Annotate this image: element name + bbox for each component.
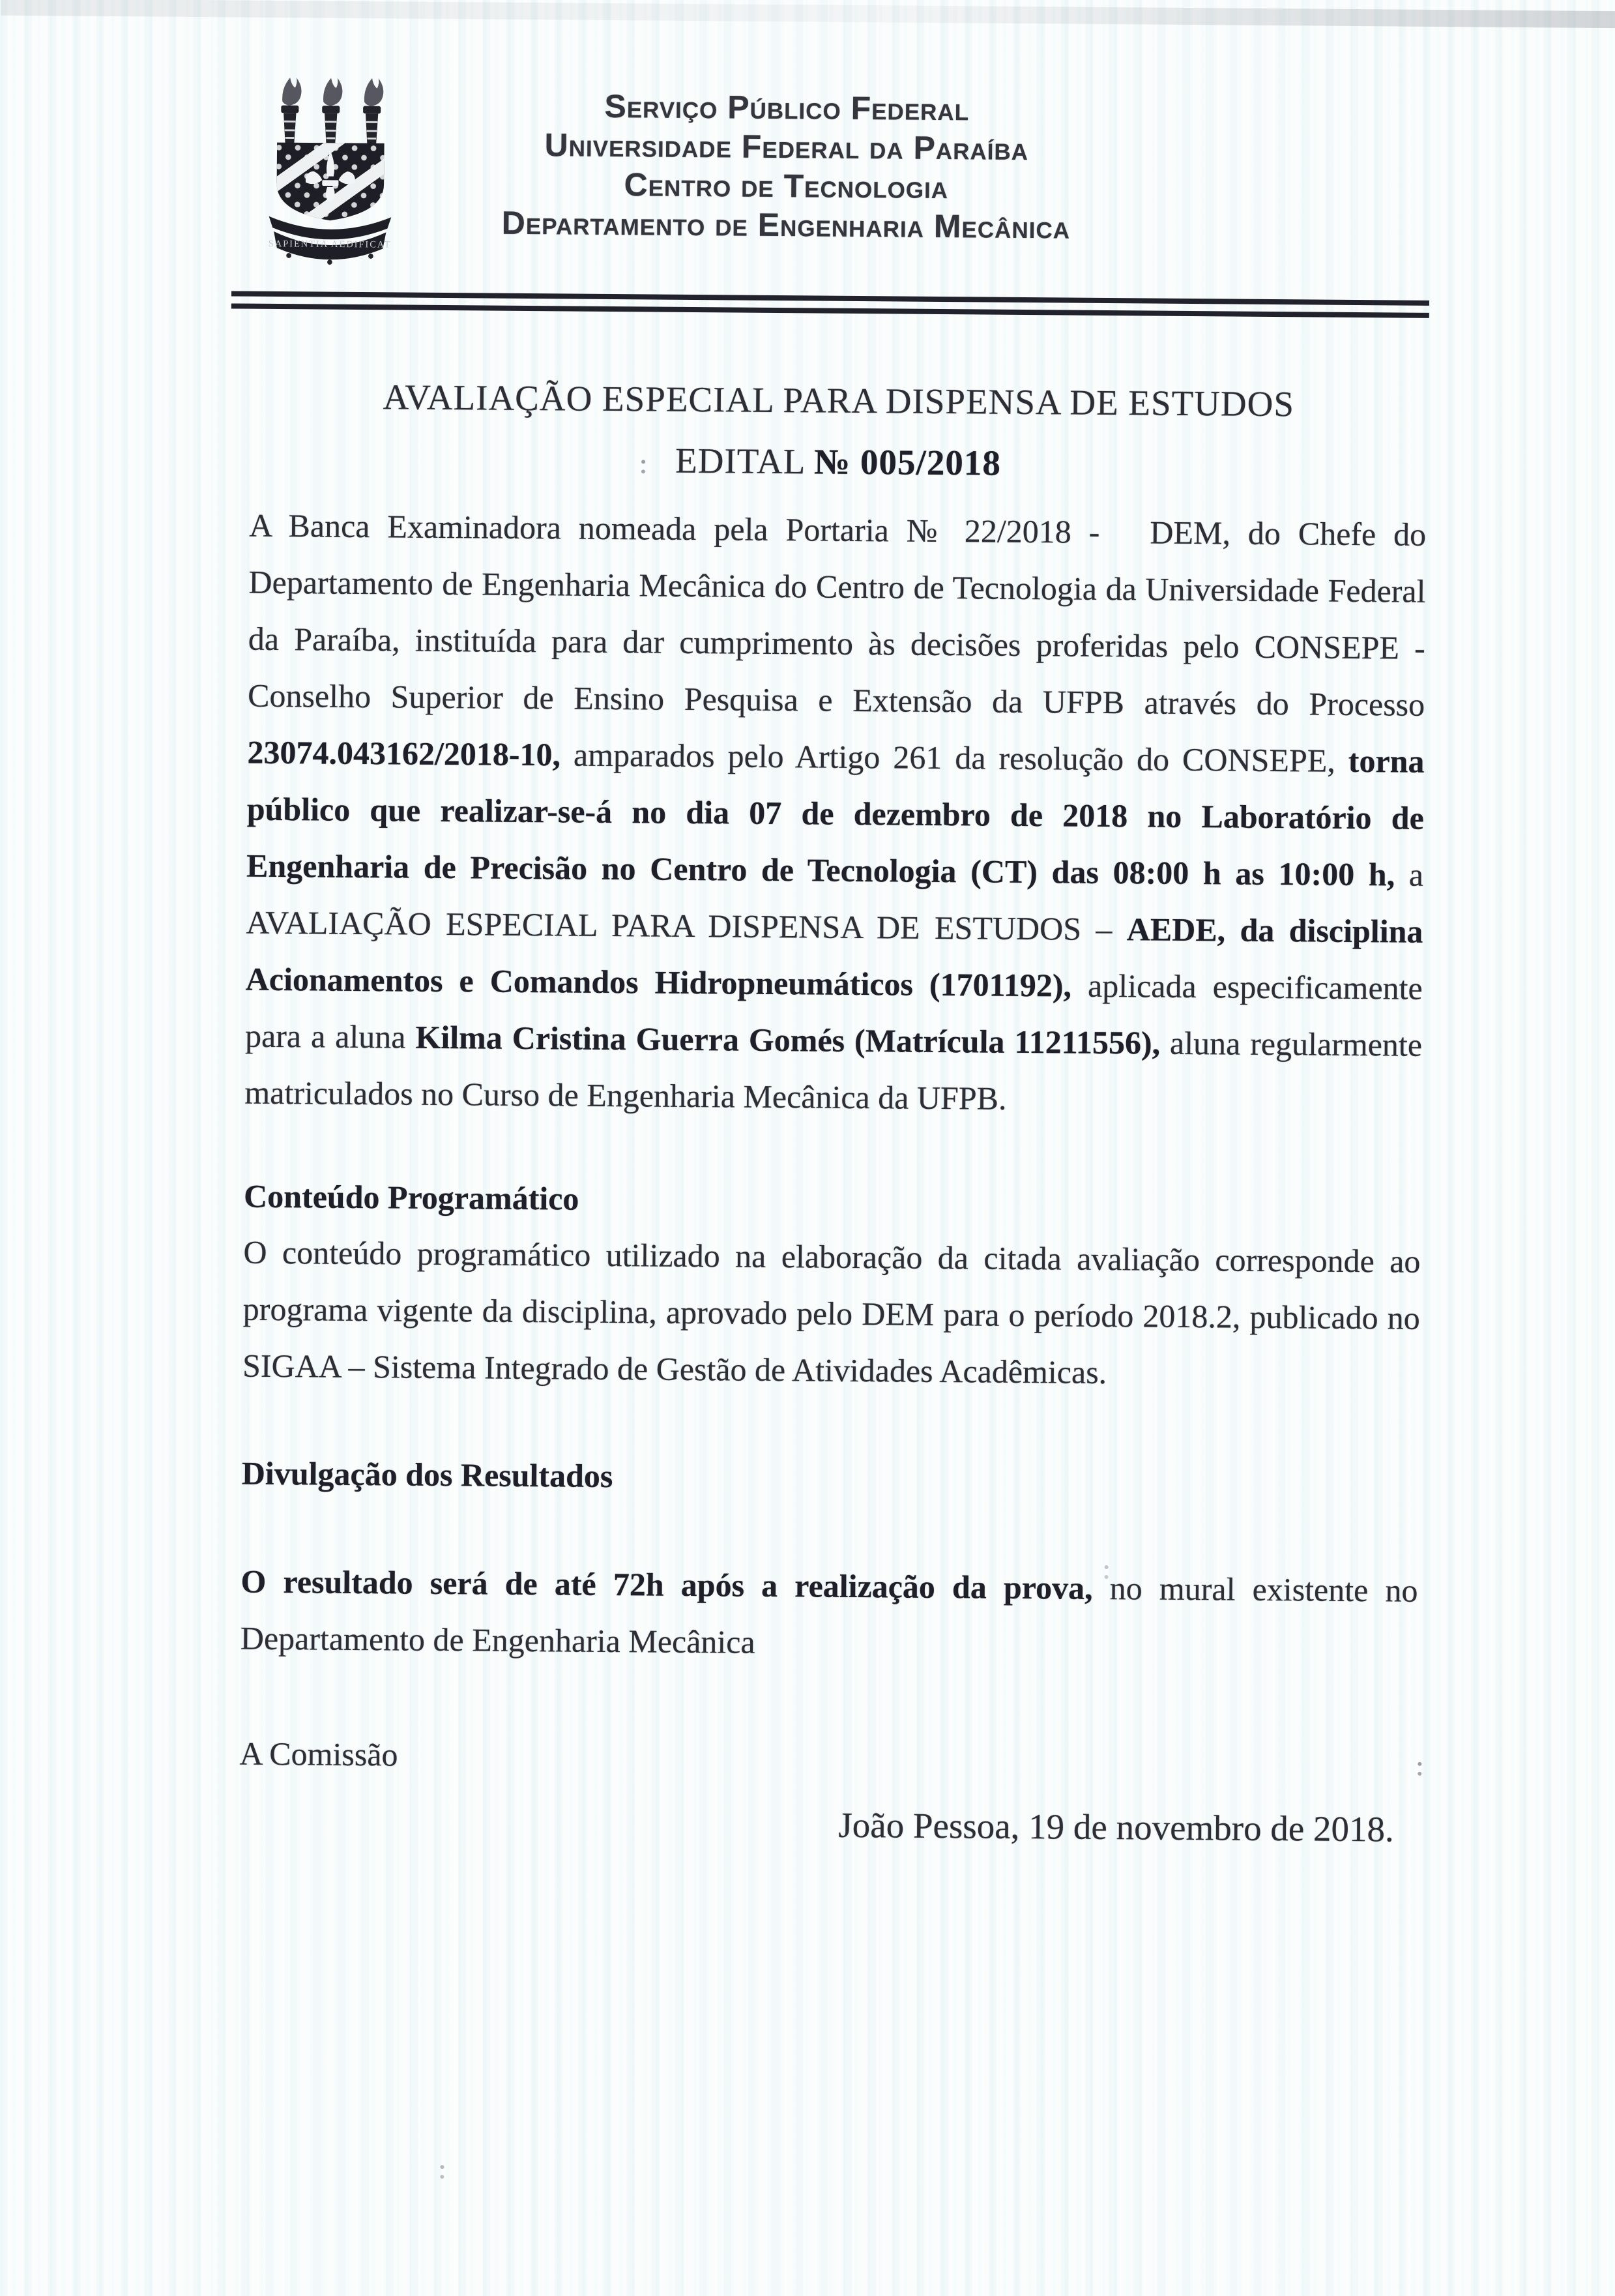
letterhead-line-1: Serviço Público Federal [604,87,970,128]
torch-icon [363,78,384,145]
title-line-2 [250,427,1427,497]
letterhead [408,85,1165,248]
scan-speck [641,460,645,464]
text-run: A Banca Examinadora nomeada pela Portaria № 22/2018 - DEM, do Chefe do Departamento de Engenharia Mecânica do Centro de Tecnologia da Universidade Federal da Paraíba, instituída para dar cumprimento às decisões proferidas pelo CONSEPE - Conselho Superior de Ensino Pesquisa e Extensão da UFPB através do Processo [247,507,1427,723]
torch-icon [322,78,343,145]
ufpb-crest-logo [263,76,398,273]
text-run-bold: 23074.043162/2018-10, [247,733,561,773]
scan-speck [1105,1565,1109,1569]
scan-edge-artifact [1,0,1615,28]
text-run: amparados pelo Artigo 261 da resolução do CONSEPE, [560,736,1349,779]
scan-speck [440,2165,444,2169]
letterhead-line-3: Centro de Tecnologia [624,166,949,206]
text-run-bold: Kilma Cristina Guerra Gomés (Matrícula 11211556), [415,1018,1161,1061]
document-title [250,366,1427,497]
title-line-1: AVALIAÇÃO ESPECIAL PARA DISPENSA DE ESTUDOS [383,377,1295,424]
closing-line: A Comissão [239,1735,398,1773]
scan-speck [1418,1762,1421,1766]
text-run: O conteúdo programático utilizado na elaboração da citada avaliação corresponde ao programa vigente da disciplina, aprovado pelo DEM para o período 2018.2, publicado no SIGAA – Sistema Integrado de Gestão de Atividades Acadêmicas. [242,1233,1421,1391]
text-run-bold: O resultado será de até 72h após a realização da prova, [240,1563,1093,1606]
crest-motto-text: SAPIENTIA AEDIFICAT [268,239,392,250]
text-run: a AVALIAÇÃO ESPECIAL PARA DISPENSA DE ESTUDOS – [246,856,1424,948]
edital-number: № 005/2018 [813,441,1002,483]
section-heading-conteudo-programatico: Conteúdo Programático [243,1177,579,1217]
text-run: aluna regularmente matriculados no Curso de Engenharia Mecânica da UFPB. [244,1024,1423,1117]
text-run: no mural existente no Departamento de Engenharia Mecânica [240,1569,1418,1660]
text-run-bold: AEDE, da disciplina Acionamentos e Comandos Hidropneumáticos (1701192), [245,911,1423,1004]
letterhead-line-2: Universidade Federal da Paraíba [544,126,1029,168]
divulgacao-resultados-paragraph [240,1553,1418,1676]
dateline: João Pessoa, 19 de novembro de 2018. [838,1804,1395,1849]
section-heading-divulgacao-resultados: Divulgação dos Resultados [241,1454,613,1495]
ufpb-crest-icon [263,76,398,273]
text-run-bold: torna público que realizar-se-á no dia 07 de dezembro de 2018 no Laboratório de Engenharia de Precisão no Centro de Tecnologia (CT) das 08:00 h as 10:00 h, [246,742,1425,893]
conteudo-programatico-paragraph [242,1224,1421,1404]
torch-icon [281,78,302,145]
text-run: aplicada especificamente para a aluna [244,967,1423,1055]
letterhead-line-4: Departamento de Engenharia Mecânica [501,204,1071,246]
intro-paragraph [244,497,1426,1130]
edital-label: EDITAL [675,440,815,482]
header-divider [231,291,1429,317]
